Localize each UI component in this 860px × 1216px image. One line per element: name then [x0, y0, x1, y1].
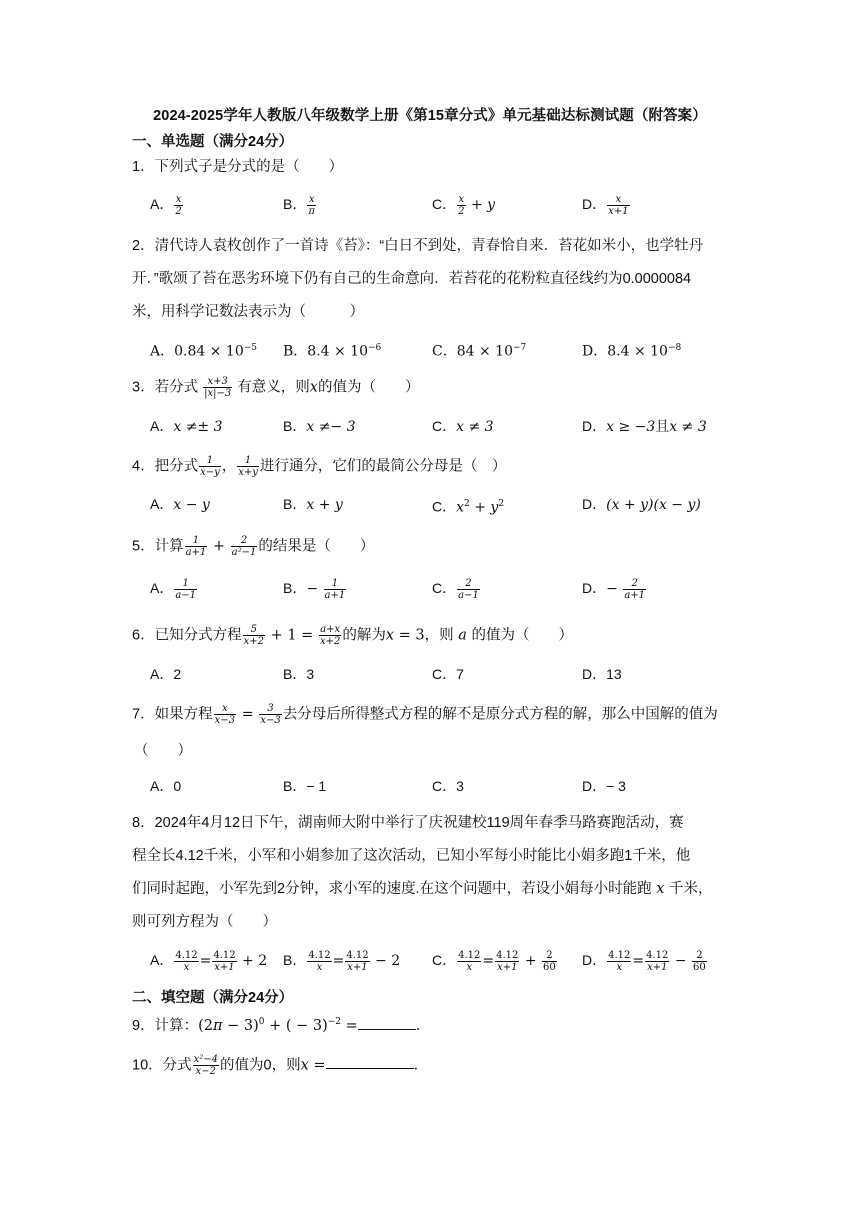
q2-option-d: D．$8.4 \times 10^{-8}$ — [582, 343, 682, 360]
question-9-stem: 9．计算：$(2\pi - 3)^0$ + ( − 3)$^{-2}$ = ． — [132, 1013, 732, 1035]
q4-option-b: B．x + y — [283, 496, 343, 513]
question-6-stem: 6．已知分式方程 $\frac{5}{x+2}$ + 1 = $\frac{a+x}{x+2}$ 的解为x = 3，则 a 的值为（ ） — [132, 624, 573, 647]
q1-option-a: A． $\frac{x}{2}$ — [150, 194, 182, 217]
q3-option-c: C．x ≠ 3 — [432, 418, 494, 435]
q6-option-a: A．2 — [150, 666, 182, 682]
question-8-line-2: 程全长4.12千米，小军和小娟参加了这次活动，已知小军每小时能比小娟多跑1千米，他 — [132, 848, 691, 864]
q8-option-b: B． $\frac{4.12}{x}$ = $\frac{4.12}{x+1}$ − 2 — [283, 950, 401, 973]
document-title: 2024-2025学年人教版八年级数学上册《第15章分式》单元基础达标测试题（附答案） — [153, 108, 707, 124]
q6-option-c: C．7 — [432, 666, 464, 682]
question-7-line-2: （ ） — [134, 743, 192, 759]
q1-option-b: B． $\frac{x}{\pi}$ — [283, 194, 315, 217]
question-7-stem: 7．如果方程 $\frac{x}{x-3}$ = $\frac{3}{x-3}$ 去分母后所得整式方程的解不是原分式方程的解，那么中国解的值为 — [132, 703, 718, 726]
q3-option-a: A．x ≠± 3 — [150, 418, 223, 435]
q2-option-a: A．$0.84 \times 10^{-5}$ — [150, 343, 258, 360]
q7-option-c: C．3 — [432, 778, 464, 794]
question-4-stem: 4．把分式 $\frac{1}{x-y}$ ， $\frac{1}{x+y}$ 进行通分，它们的最简公分母是（ ） — [132, 455, 507, 478]
q4-option-a: A．x − y — [150, 496, 210, 513]
q9-answer-blank[interactable] — [358, 1015, 416, 1030]
q5-option-d: D．− $\frac{2}{a+1}$ — [582, 578, 646, 601]
question-5-stem: 5．计算 $\frac{1}{a+1}$ + $\frac{2}{\text{a²−1}}$ 的结果是（ ） — [132, 535, 375, 558]
q7-option-a: A．0 — [150, 778, 182, 794]
q10-answer-blank[interactable] — [326, 1054, 414, 1069]
q4-option-d: D．(x + y)(x − y) — [582, 496, 701, 513]
q7-option-b: B．− 1 — [283, 778, 327, 794]
q1-option-d: D． $\frac{x}{x+1}$ — [582, 194, 629, 217]
q2-option-c: C．$84 \times 10^{-7}$ — [432, 343, 527, 360]
section-fill-in: 二、填空题（满分24分） — [132, 990, 294, 1006]
question-2-line-2: 开．”歌颂了苔在恶劣环境下仍有自己的生命意向．若苔花的花粉粒直径线约为0.0000084 — [132, 271, 692, 287]
q8-option-c: C． $\frac{4.12}{x}$ = $\frac{4.12}{x+1}$ + $\frac{2}{60}$ — [432, 950, 556, 973]
q4-option-c: C．$x^2 + y^2$ — [432, 498, 505, 516]
q3-option-d: D．x ≥ −3且x ≠ 3 — [582, 418, 707, 435]
q8-option-d: D． $\frac{4.12}{x}$ = $\frac{4.12}{x+1}$ − $\frac{2}{60}$ — [582, 950, 706, 973]
q8-option-a: A． $\frac{4.12}{x}$ = $\frac{4.12}{x+1}$ + 2 — [150, 950, 268, 973]
question-8-line-4: 则可列方程为（ ） — [132, 914, 277, 930]
q7-option-d: D．− 3 — [582, 778, 626, 794]
q6-option-b: B．3 — [283, 666, 315, 682]
q2-option-b: B．$8.4 \times 10^{-6}$ — [283, 343, 382, 360]
question-3-stem: 3．若分式 $\frac{x+3}{|x|-3}$ 有意义，则x的值为（ ） — [132, 376, 420, 399]
q5-option-c: C． $\frac{2}{a-1}$ — [432, 578, 479, 601]
q3-option-b: B．x ≠− 3 — [283, 418, 356, 435]
question-8-line-1: 8．2024年4月12日下午，湖南师大附中举行了庆祝建校119周年春季马路赛跑活动，赛 — [132, 815, 684, 831]
question-2-line-1: 2．清代诗人袁枚创作了一首诗《苔》：“白日不到处，青春恰自来．苔花如米小，也学牡丹 — [132, 238, 704, 254]
q5-option-b: B．− $\frac{1}{a+1}$ — [283, 578, 346, 601]
q5-option-a: A． $\frac{1}{a-1}$ — [150, 578, 197, 601]
q1-option-c: C． $\frac{x}{2}$ + y — [432, 194, 496, 217]
section-single-choice: 一、单选题（满分24分） — [132, 134, 294, 150]
q6-option-d: D．13 — [582, 666, 622, 682]
question-1-stem: 1．下列式子是分式的是（ ） — [132, 159, 344, 175]
question-2-line-3: 米，用科学记数法表示为（ ） — [132, 304, 364, 320]
question-10-stem: 10．分式 $\frac{\text{x²−4}}{x-2}$ 的值为0，则x = ． — [132, 1054, 429, 1077]
question-8-line-3: 们同时起跑，小军先到2分钟，求小军的速度.在这个问题中，若设小娟每小时能跑 x 千米， — [132, 881, 713, 897]
